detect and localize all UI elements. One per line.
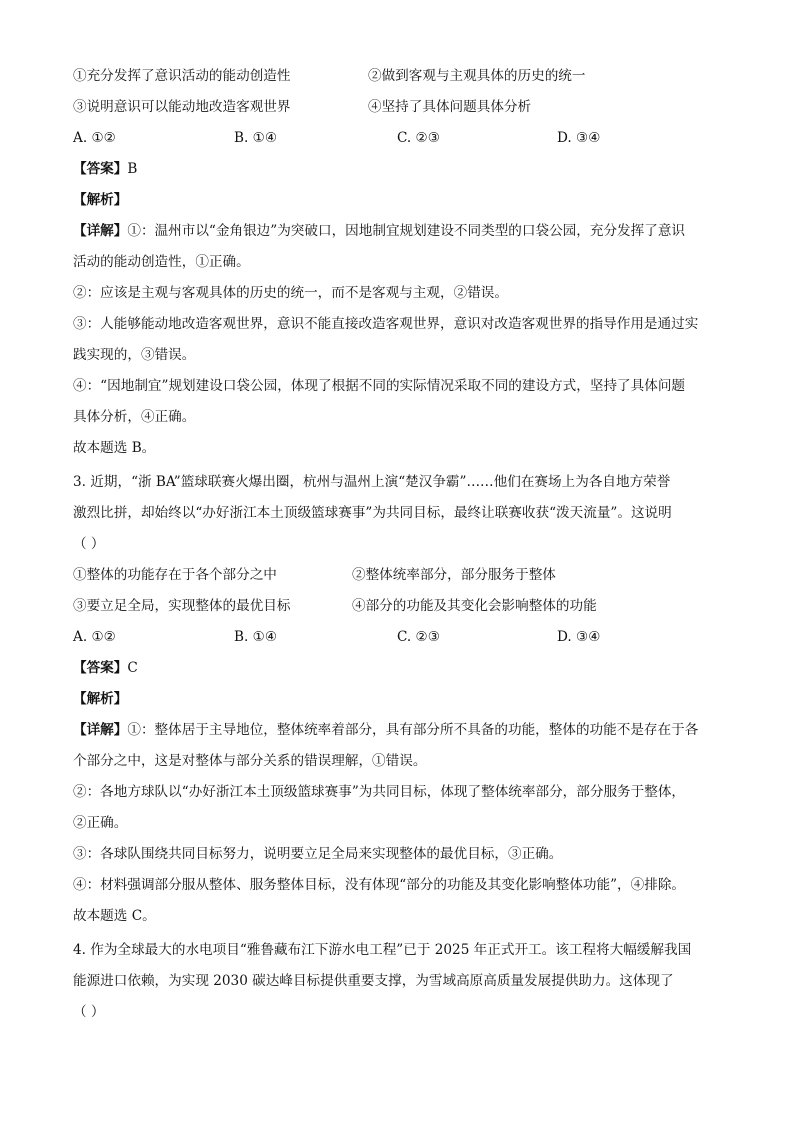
q3-analysis-label: 【解析】: [73, 691, 128, 707]
q3-stem-line-2: 激烈比拼，却始终以“办好浙江本土顶级篮球赛事”为共同目标，最终让联赛收获“泼天流量”。这说明: [73, 505, 672, 521]
q2-choice-b: B. ①④: [234, 130, 278, 146]
q2-choice-c: C. ②③: [397, 130, 440, 146]
q3-option-3: ③要立足全局，实现整体的最优目标: [73, 598, 291, 614]
q4-stem-line-2: 能源进口依赖，为实现 2030 碳达峰目标提供重要支撑，为雪域高原高质量发展提供助力。这体现了: [73, 973, 674, 989]
q3-detail-line-6: ④：材料强调部分服从整体、服务整体目标，没有体现“部分的功能及其变化影响整体功能”，④排除。: [73, 877, 686, 893]
q2-option-4: ④坚持了具体问题具体分析: [368, 99, 532, 115]
q2-detail-line-1: [73, 222, 685, 240]
q3-detail-text-1: ①：整体居于主导地位，整体统率着部分，具有部分所不具备的功能，整体的功能不是存在于各: [127, 722, 699, 738]
q3-answer: [73, 659, 138, 677]
q3-option-2: ②整体统率部分，部分服务于整体: [352, 567, 556, 583]
q3-stem-line-1: 3. 近期，“浙 BA”篮球联赛火爆出圈，杭州与温州上演“楚汉争霸”……他们在赛场上为各自地方荣誉: [73, 474, 671, 490]
q3-detail-label: 【详解】: [73, 722, 128, 738]
q2-option-3: ③说明意识可以能动地改造客观世界: [73, 99, 291, 115]
q2-detail-line-4: ③：人能够能动地改造客观世界，意识不能直接改造客观世界，意识对改造客观世界的指导作用是通过实: [73, 316, 699, 332]
q3-detail-line-5: ③：各球队围绕共同目标努力，说明要立足全局来实现整体的最优目标，③正确。: [73, 846, 563, 862]
q2-choice-a: A. ①②: [73, 130, 116, 146]
q3-option-4: ④部分的功能及其变化会影响整体的功能: [352, 598, 597, 614]
q2-detail-line-6: ④：“因地制宜”规划建设口袋公园，体现了根据不同的实际情况采取不同的建设方式，坚持了具体问题: [73, 378, 686, 394]
q4-stem-line-1: 4. 作为全球最大的水电项目“雅鲁藏布江下游水电工程”已于 2025 年正式开工。该工程将大幅缓解我国: [73, 942, 692, 958]
q3-answer-value: C: [127, 660, 138, 676]
q3-choice-d: D. ③④: [557, 629, 601, 645]
q2-detail-label: 【详解】: [73, 223, 128, 239]
q3-conclusion: 故本题选 C。: [73, 908, 156, 924]
q2-conclusion: 故本题选 B。: [73, 440, 156, 456]
q2-choice-d: D. ③④: [557, 130, 601, 146]
q3-option-1: ①整体的功能存在于各个部分之中: [73, 567, 277, 583]
q2-detail-line-5: 践实现的，③错误。: [73, 347, 196, 363]
q2-analysis-label: 【解析】: [73, 192, 128, 208]
q3-choice-c: C. ②③: [397, 629, 440, 645]
q2-detail-line-2: 活动的能动创造性，①正确。: [73, 254, 250, 270]
q2-answer-label: 【答案】: [73, 161, 128, 177]
q3-detail-line-3: ②：各地方球队以“办好浙江本土顶级篮球赛事”为共同目标，体现了整体统率部分，部分服务于整体，: [73, 784, 686, 800]
q2-option-2: ②做到客观与主观具体的历史的统一: [368, 68, 586, 84]
q3-detail-line-1: [73, 721, 698, 739]
q2-answer-value: B: [127, 161, 138, 177]
q3-choice-a: A. ①②: [73, 629, 116, 645]
q2-detail-text-1: ①：温州市以“金角银边”为突破口，因地制宜规划建设不同类型的口袋公园，充分发挥了意识: [127, 223, 686, 239]
q2-answer: [73, 160, 137, 178]
q3-detail-line-2: 个部分之中，这是对整体与部分关系的错误理解，①错误。: [73, 753, 427, 769]
q2-detail-line-3: ②：应该是主观与客观具体的历史的统一，而不是客观与主观，②错误。: [73, 285, 508, 301]
q3-choice-b: B. ①④: [234, 629, 278, 645]
q3-stem-line-3: （ ）: [73, 536, 105, 552]
q2-option-1: ①充分发挥了意识活动的能动创造性: [73, 68, 291, 84]
q4-stem-line-3: （ ）: [73, 1004, 105, 1020]
q3-detail-line-4: ②正确。: [73, 815, 128, 831]
q3-answer-label: 【答案】: [73, 660, 128, 676]
q2-detail-line-7: 具体分析，④正确。: [73, 409, 196, 425]
